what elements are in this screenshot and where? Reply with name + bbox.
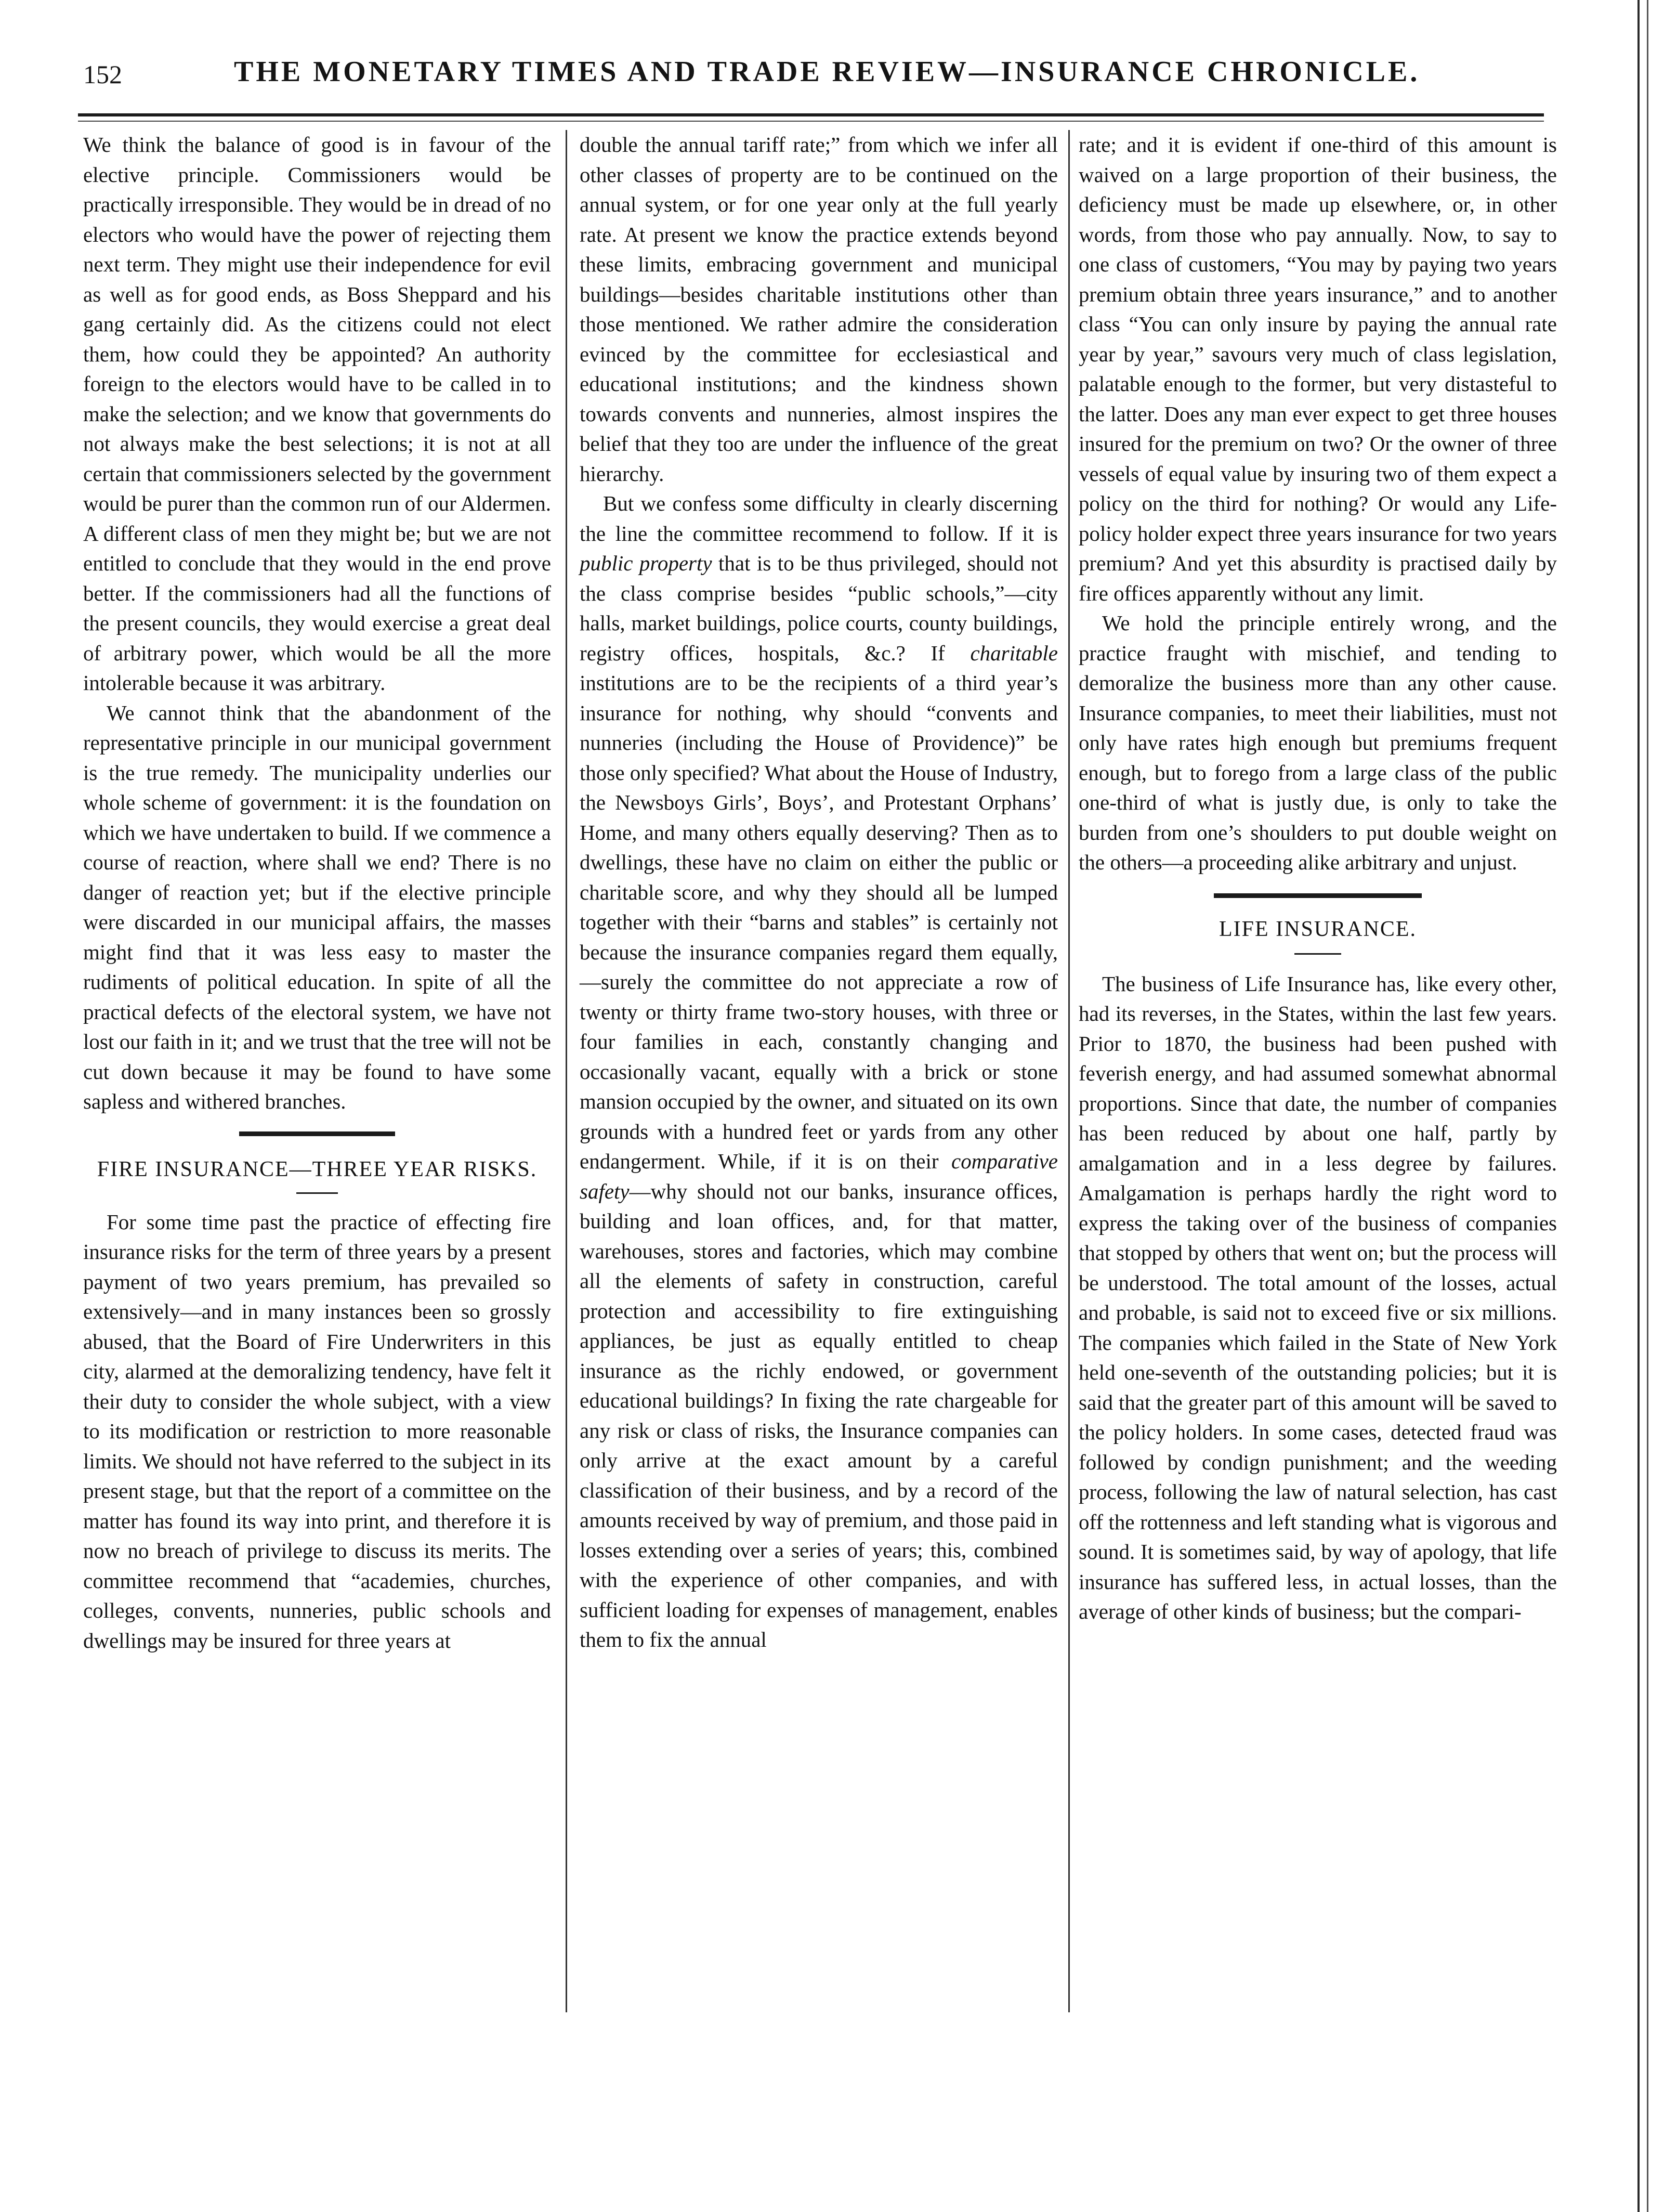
column-1-paragraph-3: For some time past the practice of effecting fire insurance risks for the term of three years by a present payment of two years premium, has prevailed so extensively—and in many instances been so grossly abused, that the Board of Fire Underwriters in this city, alarmed at the demoralizing tendency, have felt it their duty to consider the whole subject, with a view to its modification or restriction to more reasonable limits. We should not have referred to the subject in its present stage, but that the report of a committee on the matter has found its way into print, and therefore it is now no breach of privilege to discuss its merits. The committee recommend that “academies, churches, colleges, convents, nunneries, public schools and dwellings may be insured for three years at: [83, 1209, 551, 1653]
column-3-paragraph-1: rate; and it is evident if one-third of this amount is waived on a large proportion of their business, the deficiency must be made up elsewhere, or, in other words, from those who pay annually. Now, to say to one class of customers, “You may by paying two years premium obtain three years insurance,” and to another class “You can only insure by paying the annual rate year by year,” savours very much of class legislation, palatable enough to the former, but very distasteful to the latter. Does any man ever expect to get three houses insured for the premium on two? Or the owner of three vessels of equal value by insuring two of them expect a policy on the third for nothing? Or would any Life-policy holder expect three years insurance for two years premium? And yet this absurdity is practised daily by fire offices apparently without any limit.: [1079, 133, 1557, 605]
column-2-emphasis-public-property: public property: [580, 551, 712, 575]
column-2-emphasis-charitable: charitable: [970, 641, 1058, 665]
fire-insurance-heading: FIRE INSURANCE—THREE YEAR RISKS.: [97, 1157, 538, 1181]
page-header: [83, 52, 1539, 109]
heading-underline: [296, 1192, 338, 1194]
section-divider: [239, 1131, 395, 1136]
column-1: [83, 130, 551, 1656]
scan-edge-line: [1637, 0, 1640, 2212]
column-divider-1: [566, 130, 567, 2012]
column-2-paragraph-2-part-b: that is to be thus privileged, should not the class comprise besides “public schools,”—city halls, market buildings, police courts, county buildings, registry offices, hospitals, &c.? If: [580, 551, 1058, 665]
column-2-paragraph-2-part-c: institutions are to be the recipients of a third year’s insurance for nothing, why should “convents and nunneries (including the House of Providence)” be those only specified? What about the House of Industry, the Newsboys Girls’, Boys’, and Protestant Orphans’ Home, and many others equally deserving? Then as to dwellings, these have no claim on either the public or charitable score, and why they should all be lumped together with their “barns and stables” is certainly not because the insurance companies regard them equally,—surely the committee do not appreciate a row of twenty or thirty frame two-story houses, with three or four families in each, constantly changing and occasionally vacant, equally with a brick or stone mansion occupied by the owner, and situated on its own grounds with a hundred feet or yards from any other endangerment. While, if it is on their: [580, 671, 1058, 1173]
page-number: 152: [83, 60, 122, 89]
column-3-paragraph-2: We hold the principle entirely wrong, and the practice fraught with mischief, and tending to demoralize the business more than any other cause. Insurance companies, to meet their liabilities, must not only have rates high enough but premiums frequent enough, but to forego from a large class of the public one-third of what is justly due, is only to take the burden from one’s shoulders to put double weight on the others—a proceeding alike arbitrary and unjust.: [1079, 611, 1557, 874]
column-2-paragraph-2-part-a: But we confess some difficulty in clearly discerning the line the committee recommend to follow. If it is: [580, 491, 1058, 545]
column-3-paragraph-3: The business of Life Insurance has, like every other, had its reverses, in the States, within the last few years. Prior to 1870, the business had been pushed with feverish energy, and had assumed somewhat abnormal proportions. Since that date, the number of companies has been reduced by about one half, partly by amalgamation and in a less degree by failures. Amalgamation is perhaps hardly the right word to express the taking over of the business of companies that stopped by others that went on; but the process will be understood. The total amount of the losses, actual and probable, is said not to exceed five or six millions. The companies which failed in the State of New York held one-seventh of the outstanding policies; but it is said that the greater part of this amount will be saved to the policy holders. In some cases, detected fraud was followed by condign punishment; and the weeding process, following the law of natural selection, has cast off the rottenness and left standing what is vigorous and sound. It is sometimes said, by way of apology, that life insurance has suffered less, in actual losses, than the average of other kinds of business; but the compari-: [1079, 971, 1557, 1623]
life-insurance-heading: LIFE INSURANCE.: [1219, 917, 1417, 941]
header-rule-thin: [78, 121, 1544, 122]
column-2-paragraph-2-part-d: —why should not our banks, insurance offices, building and loan offices, and, for that matter, warehouses, stores and factories, which may combine all the elements of safety in construction, careful protection and accessibility to fire extinguishing appliances, be just as equally entitled to cheap insurance as the richly endowed, or government educational buildings? In fixing the rate chargeable for any risk or class of risks, the Insurance companies can only arrive at the exact amount by a careful classification of their business, and by a record of the amounts received by way of premium, and those paid in losses extending over a series of years; this, combined with the experience of other companies, and with sufficient loading for expenses of management, enables them to fix the annual: [580, 1179, 1058, 1651]
column-1-paragraph-2: We cannot think that the abandonment of the representative principle in our municipal government is the true remedy. The municipality underlies our whole scheme of government: it is the foundation on which we have undertaken to build. If we commence a course of reaction, where shall we end? There is no danger of reaction yet; but if the elective principle were discarded in our municipal affairs, the masses might find that it was less easy to master the rudiments of political education. In spite of all the practical defects of the electoral system, we have not lost our faith in it; and we trust that the tree will not be cut down because it may be found to have some sapless and withered branches.: [83, 700, 551, 1113]
column-divider-2: [1068, 130, 1070, 2012]
column-2-paragraph-2: [580, 489, 1058, 1655]
column-2: [580, 130, 1058, 1655]
section-divider: [1214, 893, 1422, 898]
column-2-paragraph-1: double the annual tariff rate;” from which we infer all other classes of property are to be continued on the annual system, or for one year only at the full yearly rate. At present we know the practice extends beyond these limits, embracing government and municipal buildings—besides charitable institutions other than those mentioned. We rather admire the consideration evinced by the committee for ecclesiastical and educational institutions; and the kindness shown towards convents and nunneries, almost inspires the belief that they too are under the influence of the great hierarchy.: [580, 133, 1058, 486]
column-3: [1079, 130, 1557, 1627]
running-title: THE MONETARY TIMES AND TRADE REVIEW—INSURANCE CHRONICLE.: [234, 56, 1420, 88]
header-rule: [78, 113, 1544, 116]
scan-edge-line: [1647, 0, 1648, 2212]
column-1-paragraph-1: We think the balance of good is in favour of the elective principle. Commissioners would be practically irresponsible. They would be in dread of no electors who would have the power of rejecting them next term. They might use their independence for evil as well as for good ends, as Boss Sheppard and his gang certainly did. As the citizens could not elect them, how could they be appointed? An authority foreign to the electors would have to be called in to make the selection; and we know that governments do not always make the best selections; it is not at all certain that commissioners selected by the government would be purer than the common run of our Aldermen. A different class of men they might be; but we are not entitled to conclude that they would in the end prove better. If the commissioners had all the functions of the present councils, they would exercise a great deal of arbitrary power, which would be all the more intolerable because it was arbitrary.: [83, 133, 551, 695]
heading-underline: [1294, 953, 1341, 955]
column-2-emphasis-comparative-safety: comparative safety: [580, 1149, 1058, 1203]
